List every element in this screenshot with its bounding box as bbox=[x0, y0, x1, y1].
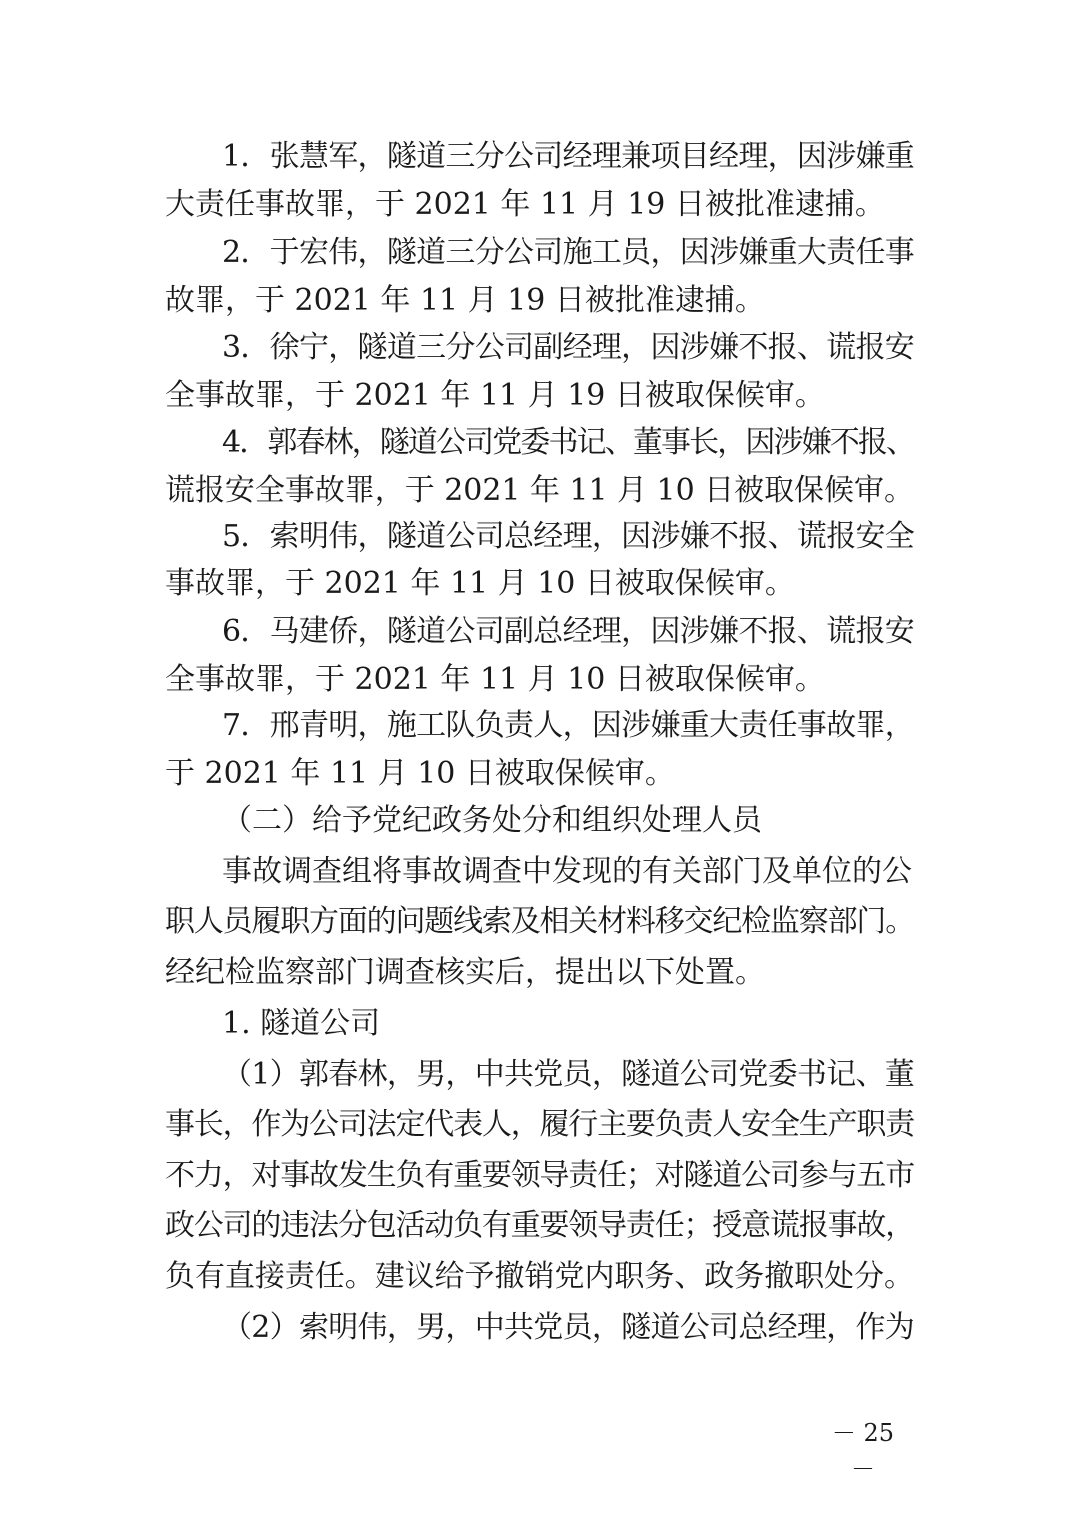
text-line: 2．于宏伟，隧道三分公司施工员，因涉嫌重大责任事 bbox=[222, 235, 915, 270]
text-line: 故罪，于 2021 年 11 月 19 日被批准逮捕。 bbox=[165, 283, 765, 318]
text-line: 谎报安全事故罪，于 2021 年 11 月 10 日被取保候审。 bbox=[165, 473, 914, 508]
text-line: （1）郭春林，男，中共党员，隧道公司党委书记、董 bbox=[222, 1057, 915, 1092]
text-line: 7．邢青明，施工队负责人，因涉嫌重大责任事故罪， bbox=[222, 708, 915, 743]
text-line: 职人员履职方面的问题线索及相关材料移交纪检监察部门。 bbox=[165, 904, 914, 939]
text-line: 5．索明伟，隧道公司总经理，因涉嫌不报、谎报安全 bbox=[222, 519, 915, 554]
page-number: － 25 － bbox=[831, 1419, 895, 1483]
text-line: 经纪检监察部门调查核实后，提出以下处置。 bbox=[165, 955, 765, 990]
text-line: 事长，作为公司法定代表人，履行主要负责人安全生产职责 bbox=[165, 1107, 914, 1142]
text-line: 全事故罪，于 2021 年 11 月 19 日被取保候审。 bbox=[165, 378, 825, 413]
text-line: 负有直接责任。建议给予撤销党内职务、政务撤职处分。 bbox=[165, 1259, 914, 1294]
text-line: 4．郭春林，隧道公司党委书记、董事长，因涉嫌不报、 bbox=[222, 425, 915, 460]
text-line: 大责任事故罪，于 2021 年 11 月 19 日被批准逮捕。 bbox=[165, 187, 885, 222]
text-line: 不力，对事故发生负有重要领导责任；对隧道公司参与五市 bbox=[165, 1158, 914, 1193]
text-line: 6．马建侨，隧道公司副总经理，因涉嫌不报、谎报安 bbox=[222, 614, 915, 649]
section-heading: （二）给予党纪政务处分和组织处理人员 bbox=[222, 803, 762, 838]
text-line: 事故调查组将事故调查中发现的有关部门及单位的公 bbox=[222, 854, 912, 889]
text-line: 事故罪，于 2021 年 11 月 10 日被取保候审。 bbox=[165, 566, 795, 601]
text-line: 全事故罪，于 2021 年 11 月 10 日被取保候审。 bbox=[165, 662, 825, 697]
text-line: 于 2021 年 11 月 10 日被取保候审。 bbox=[165, 756, 675, 791]
text-line: 政公司的违法分包活动负有重要领导责任；授意谎报事故， bbox=[165, 1208, 914, 1243]
subsection-heading: 1. 隧道公司 bbox=[222, 1006, 381, 1041]
text-line: 1．张慧军，隧道三分公司经理兼项目经理，因涉嫌重 bbox=[222, 139, 915, 174]
text-line: （2）索明伟，男，中共党员，隧道公司总经理，作为 bbox=[222, 1310, 915, 1345]
text-line: 3．徐宁，隧道三分公司副经理，因涉嫌不报、谎报安 bbox=[222, 330, 915, 365]
